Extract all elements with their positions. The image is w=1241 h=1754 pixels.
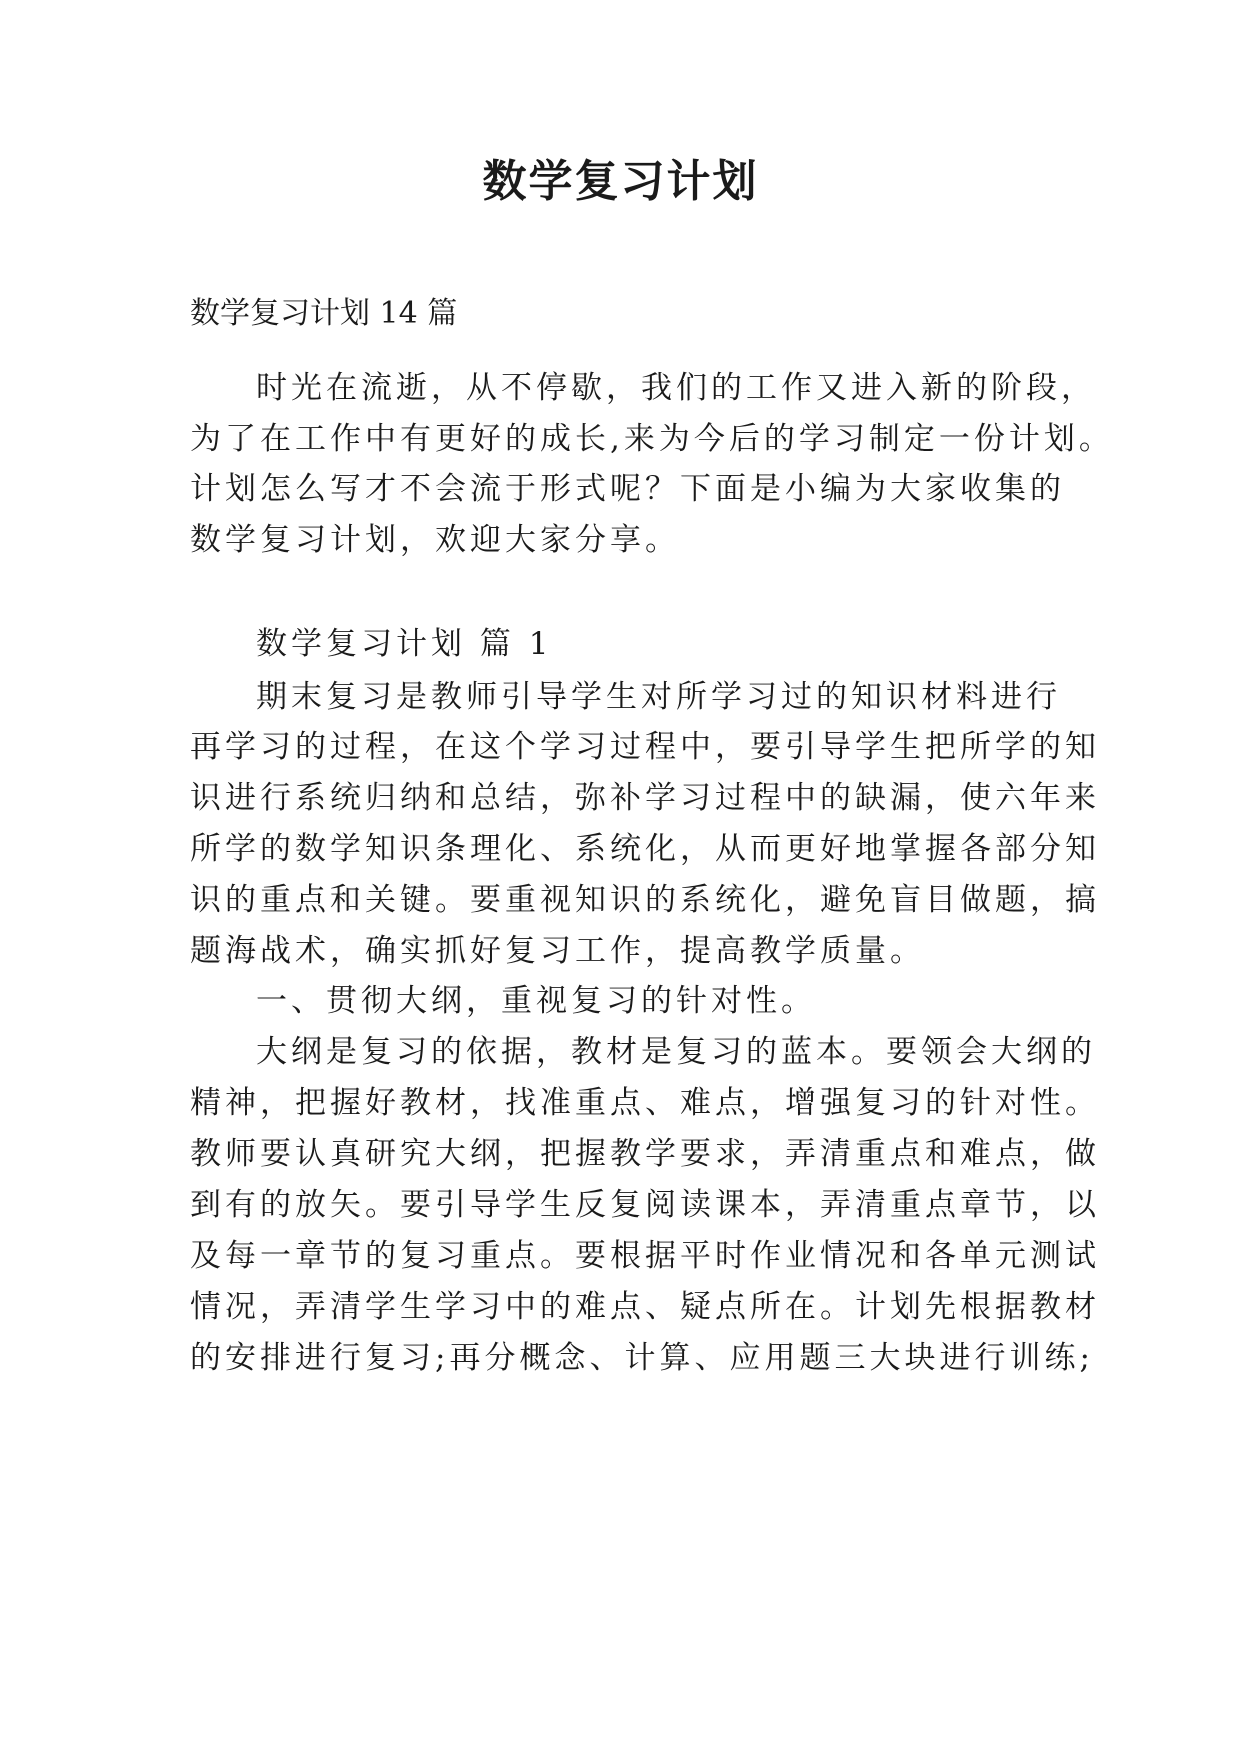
paragraph-line: 期末复习是教师引导学生对所学习过的知识材料进行 [256, 679, 1061, 715]
paragraph-line: 情况，弄清学生学习中的难点、疑点所在。计划先根据教材 [190, 1289, 1100, 1325]
paragraph-line: 识进行系统归纳和总结，弥补学习过程中的缺漏，使六年来 [190, 780, 1100, 816]
document-title: 数学复习计划 [482, 156, 759, 207]
paragraph-line: 教师要认真研究大纲，把握教学要求，弄清重点和难点，做 [190, 1136, 1100, 1172]
paragraph-line: 精神，把握好教材，找准重点、难点，增强复习的针对性。 [190, 1085, 1100, 1121]
paragraph-line: 所学的数学知识条理化、系统化，从而更好地掌握各部分知 [190, 831, 1100, 867]
intro-line: 为了在工作中有更好的成长,来为今后的学习制定一份计划。 [190, 421, 1114, 457]
paragraph-line: 到有的放矢。要引导学生反复阅读课本，弄清重点章节，以 [190, 1187, 1100, 1223]
paragraph-line: 再学习的过程，在这个学习过程中，要引导学生把所学的知 [190, 729, 1100, 765]
intro-line: 计划怎么写才不会流于形式呢？下面是小编为大家收集的 [190, 471, 1065, 507]
paragraph-line: 的安排进行复习;再分概念、计算、应用题三大块进行训练; [190, 1340, 1094, 1376]
section-heading: 数学复习计划 篇 1 [256, 626, 553, 662]
paragraph-line: 及每一章节的复习重点。要根据平时作业情况和各单元测试 [190, 1238, 1100, 1274]
paragraph-line: 大纲是复习的依据，教材是复习的蓝本。要领会大纲的 [256, 1034, 1096, 1070]
point-heading: 一、贯彻大纲，重视复习的针对性。 [256, 983, 816, 1019]
paragraph-line: 识的重点和关键。要重视知识的系统化，避免盲目做题，搞 [190, 882, 1100, 918]
document-subtitle: 数学复习计划 14 篇 [190, 296, 458, 331]
intro-line: 时光在流逝，从不停歇，我们的工作又进入新的阶段， [256, 370, 1096, 406]
intro-line: 数学复习计划，欢迎大家分享。 [190, 522, 680, 558]
paragraph-line: 题海战术，确实抓好复习工作，提高教学质量。 [190, 933, 925, 969]
